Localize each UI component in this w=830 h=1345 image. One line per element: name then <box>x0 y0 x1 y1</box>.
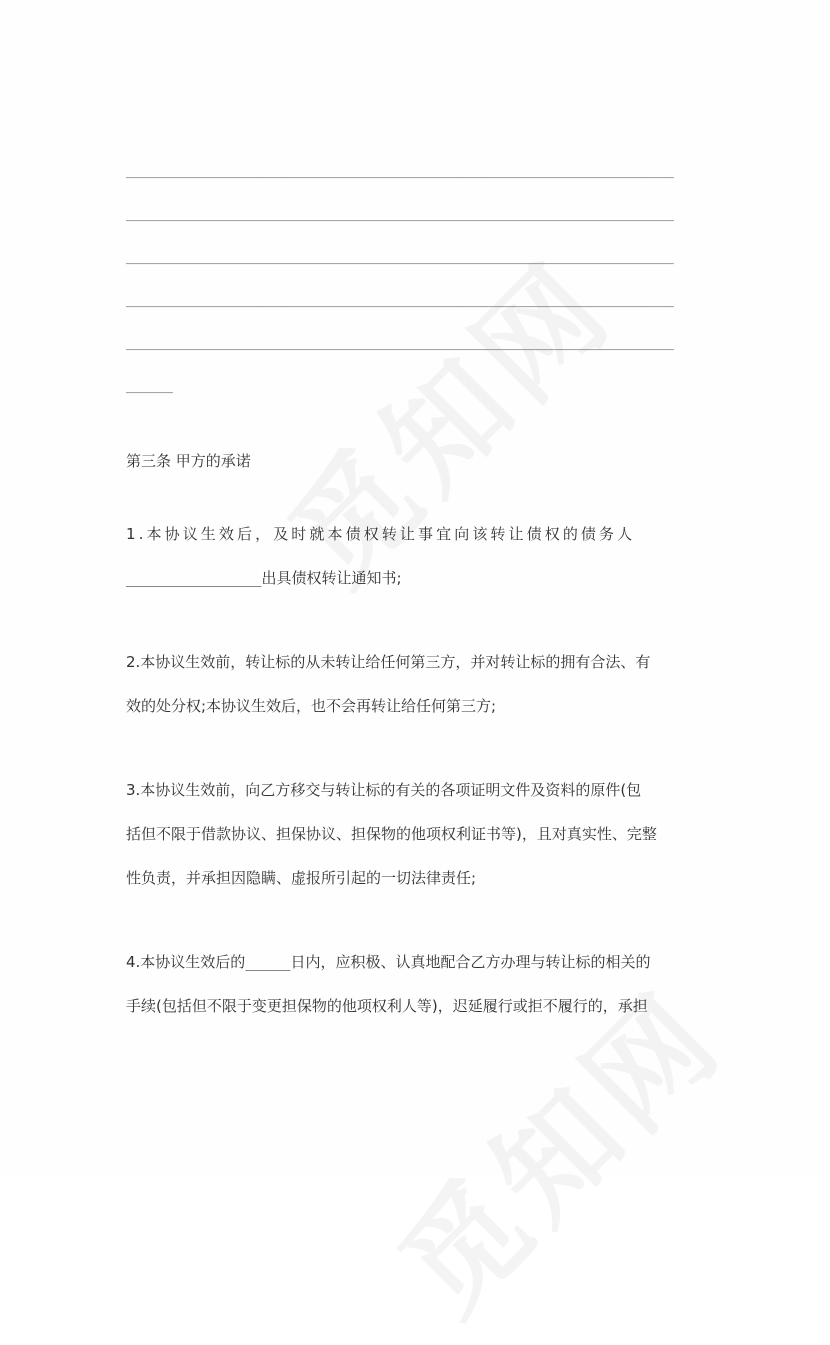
blank-fill-line: ______________________________________________________________________ <box>126 250 674 265</box>
clause-2-line-1: 2.本协议生效前，转让标的从未转让给任何第三方，并对转让标的拥有合法、有 <box>126 653 651 671</box>
clause-1 <box>126 512 706 600</box>
blank-fill-line: ______________________________________________________________________ <box>126 207 674 222</box>
document-body <box>126 150 706 1028</box>
clause-3-line-2: 括但不限于借款协议、担保协议、担保物的他项权利证书等)，且对真实性、完整 <box>126 825 657 843</box>
clause-1-line-2 <box>126 556 706 600</box>
blank-fill-line: ______________________________________________________________________ <box>126 293 674 308</box>
blank-field: _______________ <box>126 569 262 587</box>
clause-4 <box>126 940 706 1028</box>
clause-4-line-1-text-a: 4.本协议生效后的 <box>126 953 246 971</box>
clause-3-line-3: 性负责，并承担因隐瞒、虚报所引起的一切法律责任; <box>126 869 477 887</box>
clause-3-line-1: 3.本协议生效前，向乙方移交与转让标的有关的各项证明文件及资料的原件(包 <box>126 781 642 799</box>
clause-1-line-2-text: 出具债权转让通知书; <box>261 569 402 587</box>
clause-4-line-1-text-b: 日内，应积极、认真地配合乙方办理与转让标的相关的 <box>290 953 651 971</box>
section-title: 第三条 甲方的承诺 <box>126 452 251 470</box>
blank-fill-line: ______________________________________________________________________ <box>126 164 674 179</box>
clause-4-line-2: 手续(包括但不限于变更担保物的他项权利人等)，迟延履行或拒不履行的，承担 <box>126 997 648 1015</box>
clause-2-line-2: 效的处分权;本协议生效后，也不会再转让给任何第三方; <box>126 697 497 715</box>
clause-2 <box>126 640 706 728</box>
blank-fill-line: ______________________________________________________________________ <box>126 336 674 351</box>
blank-field: _____ <box>245 953 291 971</box>
clause-4-line-1 <box>126 940 706 984</box>
blank-fill-line-tail: ______ <box>126 379 173 394</box>
clause-1-line-1: 1.本协议生效后，及时就本债权转让事宜向该转让债权的债务人 <box>126 525 636 543</box>
clause-3 <box>126 768 706 900</box>
